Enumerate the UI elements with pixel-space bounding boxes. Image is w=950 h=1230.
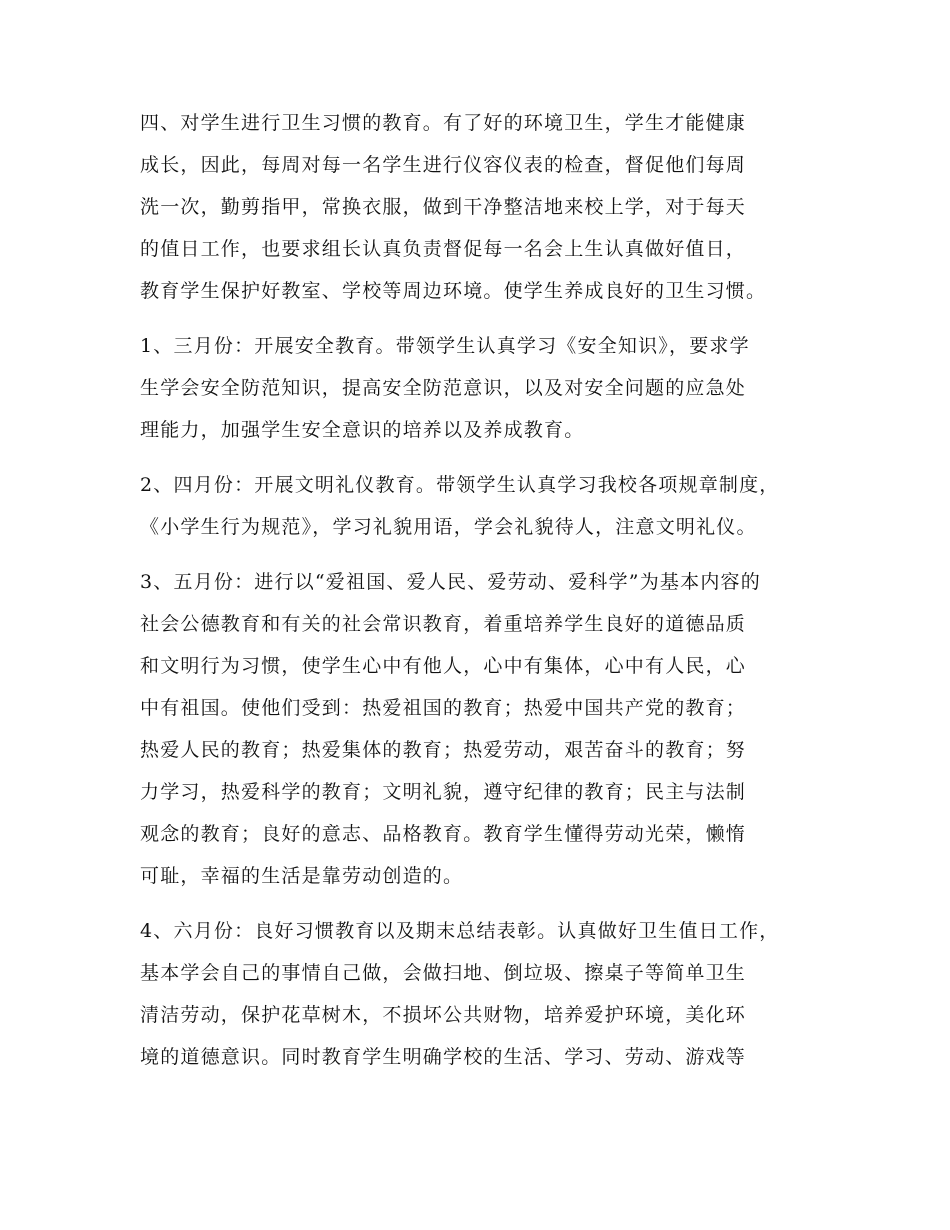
text-line: 4、六月份：良好习惯教育以及期末总结表彰。认真做好卫生值日工作， xyxy=(140,920,780,942)
paragraph-april-etiquette xyxy=(140,464,830,548)
text-line: 教育学生保护好教室、学校等周边环境。使学生养成良好的卫生习惯。 xyxy=(140,280,767,302)
text-line: 1、三月份：开展安全教育。带领学生认真学习《安全知识》，要求学 xyxy=(140,335,750,357)
text-line: 的值日工作，也要求组长认真负责督促每一名会上生认真做好值日， xyxy=(140,238,747,260)
text-line: 成长，因此，每周对每一名学生进行仪容仪表的检查，督促他们每周 xyxy=(140,154,747,176)
text-line: 中有祖国。使他们受到：热爱祖国的教育；热爱中国共产党的教育； xyxy=(140,697,747,719)
text-line: 和文明行为习惯，使学生心中有他人，心中有集体，心中有人民，心 xyxy=(140,655,747,677)
text-line: 境的道德意识。同时教育学生明确学校的生活、学习、劳动、游戏等 xyxy=(140,1046,747,1068)
text-line: 热爱人民的教育；热爱集体的教育；热爱劳动，艰苦奋斗的教育；努 xyxy=(140,739,747,761)
document-body xyxy=(140,102,830,1091)
text-line: 生学会安全防范知识，提高安全防范意识，以及对安全问题的应急处 xyxy=(140,377,747,399)
text-line: 洗一次，勤剪指甲，常换衣服，做到干净整洁地来校上学，对于每天 xyxy=(140,196,747,218)
text-line: 《小学生行为规范》，学习礼貌用语，学会礼貌待人，注意文明礼仪。 xyxy=(140,516,757,538)
text-line: 理能力，加强学生安全意识的培养以及养成教育。 xyxy=(140,419,585,441)
text-line: 3、五月份：进行以“爱祖国、爱人民、爱劳动、爱科学”为基本内容的 xyxy=(140,571,761,593)
text-line: 基本学会自己的事情自己做，会做扫地、倒垃圾、擦桌子等简单卫生 xyxy=(140,962,747,984)
paragraph-march-safety xyxy=(140,325,830,451)
text-line: 可耻，幸福的生活是靠劳动创造的。 xyxy=(140,865,464,887)
text-line: 观念的教育；良好的意志、品格教育。教育学生懂得劳动光荣，懒惰 xyxy=(140,823,747,845)
text-line: 清洁劳动，保护花草树木，不损坏公共财物，培养爱护环境，美化环 xyxy=(140,1004,747,1026)
text-line: 2、四月份：开展文明礼仪教育。带领学生认真学习我校各项规章制度， xyxy=(140,474,780,496)
paragraph-hygiene-habits xyxy=(140,102,830,312)
text-line: 力学习，热爱科学的教育；文明礼貌，遵守纪律的教育；民主与法制 xyxy=(140,781,747,803)
text-line: 社会公德教育和有关的社会常识教育，着重培养学生良好的道德品质 xyxy=(140,613,747,635)
paragraph-june-habits xyxy=(140,910,830,1078)
paragraph-may-morality xyxy=(140,561,830,897)
text-line: 四、对学生进行卫生习惯的教育。有了好的环境卫生，学生才能健康 xyxy=(140,112,747,134)
